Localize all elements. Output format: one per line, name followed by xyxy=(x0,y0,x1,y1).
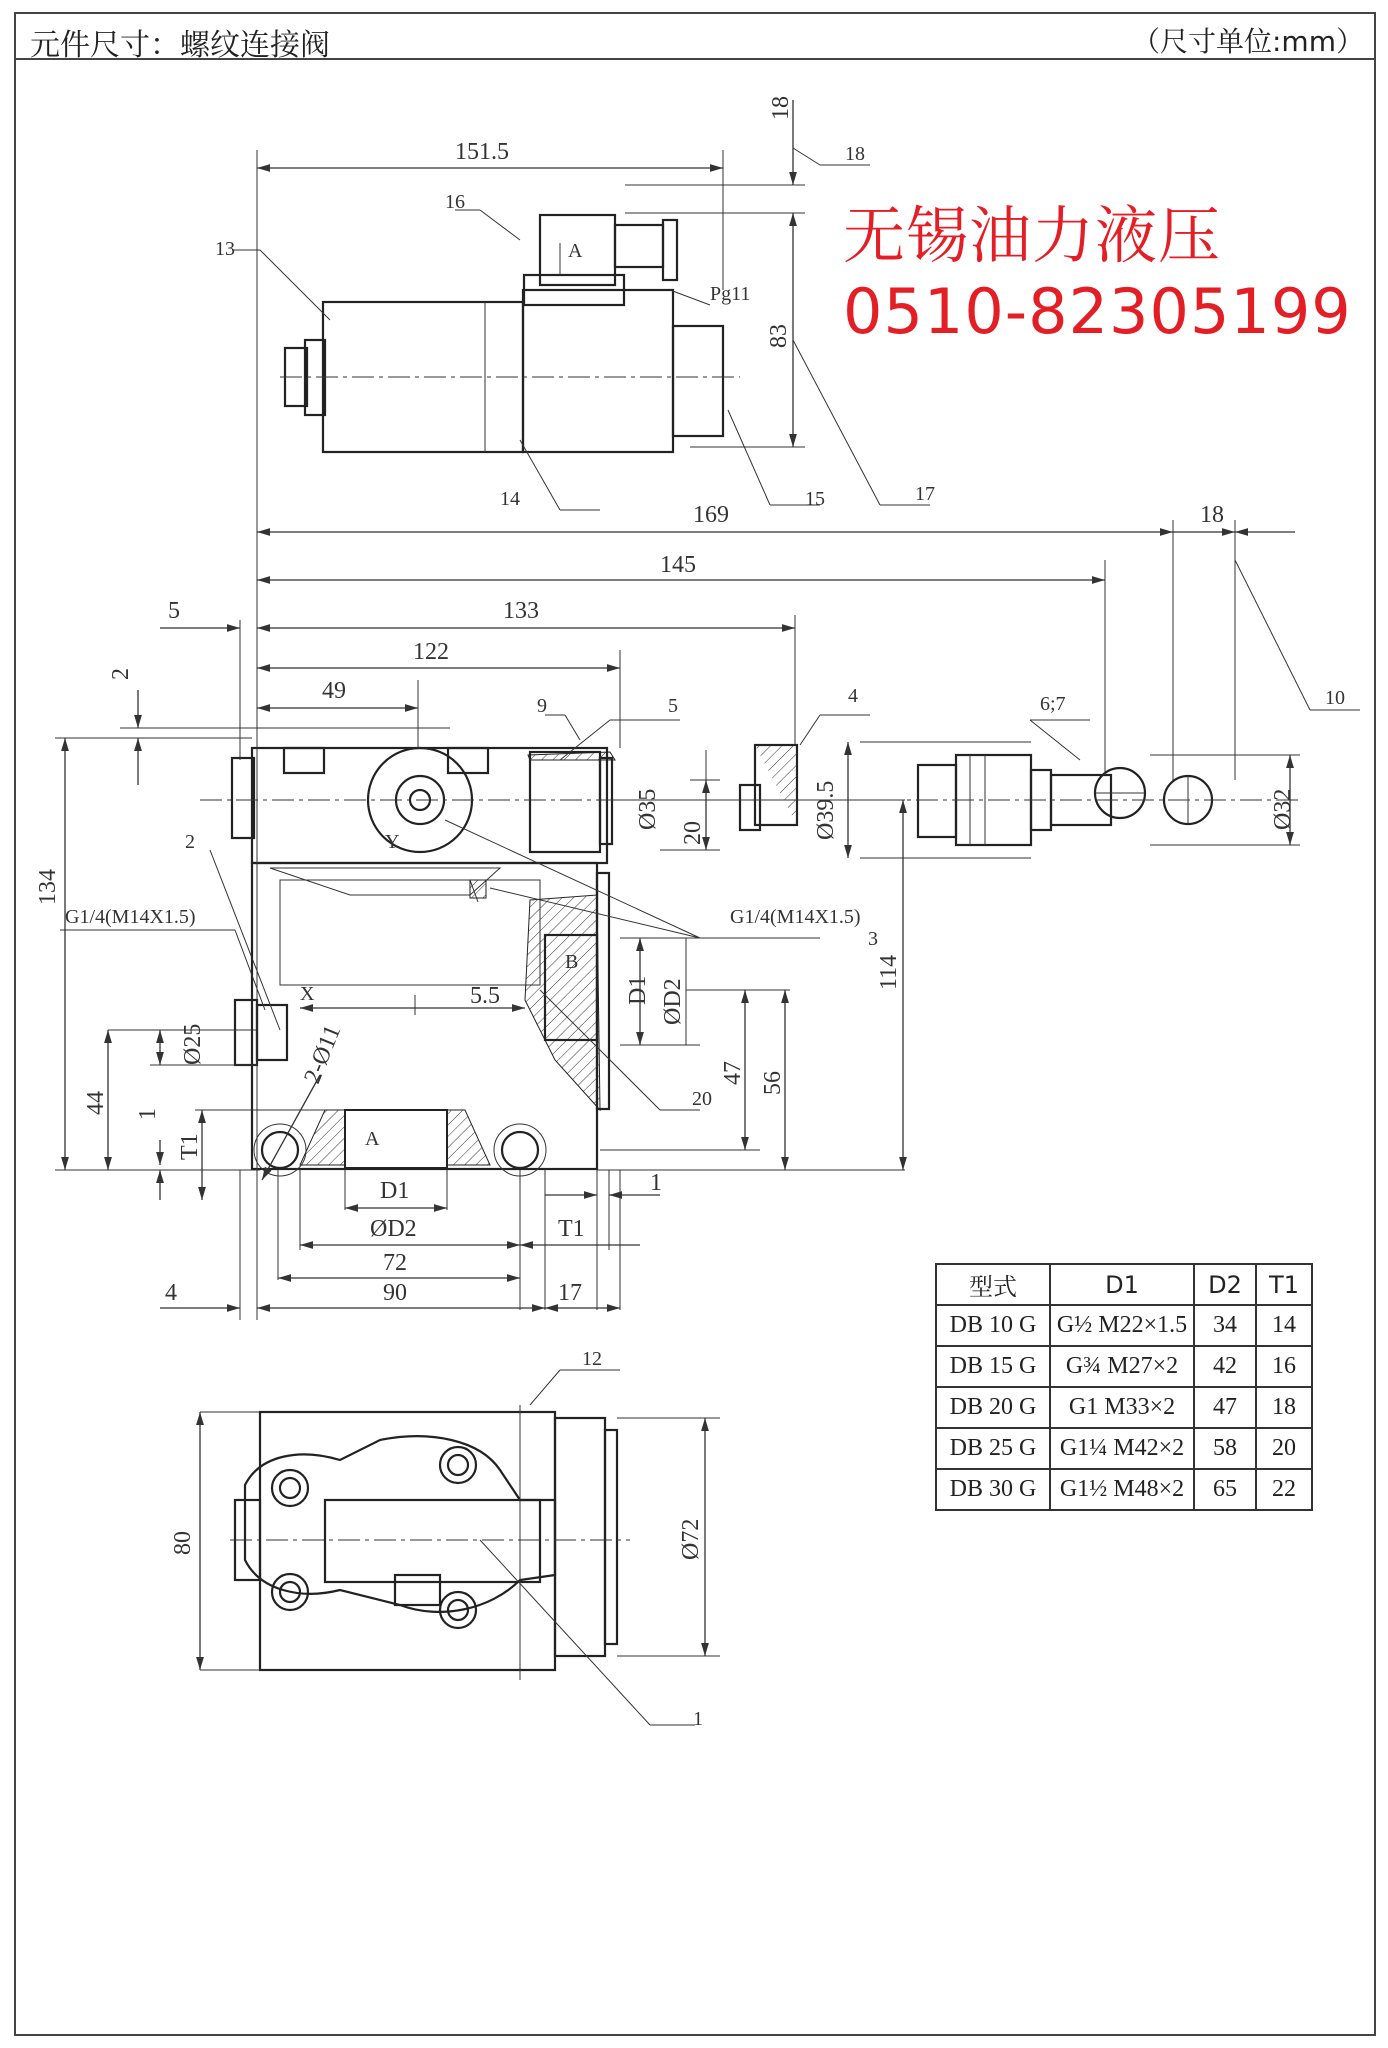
dim-134: 134 xyxy=(35,869,61,905)
part-2: 2 xyxy=(185,831,195,853)
part-16: 16 xyxy=(445,191,465,213)
dim-d2-horizontal: ØD2 xyxy=(370,1216,417,1242)
cell-d1: G½ M22×1.5 xyxy=(1050,1305,1194,1346)
dim-49: 49 xyxy=(322,678,346,704)
cell-t1: 14 xyxy=(1256,1305,1312,1346)
horizontal-dimensions-top xyxy=(160,520,1295,1320)
part-17: 17 xyxy=(915,483,935,505)
brand-watermark xyxy=(843,198,1352,350)
dim-44: 44 xyxy=(83,1091,109,1115)
col-header-t1: T1 xyxy=(1256,1264,1312,1305)
dim-18-top: 18 xyxy=(768,96,794,120)
port-a: A xyxy=(365,1128,380,1150)
cell-t1: 18 xyxy=(1256,1387,1312,1428)
table-row xyxy=(936,1387,1312,1428)
unit-note: （尺寸单位:mm） xyxy=(1132,25,1364,58)
dim-1-bottom: 1 xyxy=(650,1170,662,1196)
dim-d72: Ø72 xyxy=(678,1518,704,1560)
dim-145: 145 xyxy=(660,552,696,578)
dim-d32: Ø32 xyxy=(1270,788,1296,830)
dim-20: 20 xyxy=(680,821,706,845)
cell-d1: G¾ M27×2 xyxy=(1050,1346,1194,1387)
cell-model: DB 30 G xyxy=(936,1469,1050,1510)
dim-d35: Ø35 xyxy=(635,788,661,830)
valve-body-front xyxy=(232,748,615,1176)
cell-d2: 34 xyxy=(1194,1305,1256,1346)
dim-2: 2 xyxy=(108,668,134,680)
dim-d2-vertical: ØD2 xyxy=(660,978,686,1025)
part-1: 1 xyxy=(693,1708,703,1730)
cell-t1: 22 xyxy=(1256,1469,1312,1510)
part-3: 3 xyxy=(868,928,878,950)
col-header-d1: D1 xyxy=(1050,1264,1194,1305)
leader-lines xyxy=(60,210,1360,1180)
dim-17: 17 xyxy=(558,1280,582,1306)
dim-4: 4 xyxy=(165,1280,177,1306)
dim-90: 90 xyxy=(383,1280,407,1306)
part-4: 4 xyxy=(848,685,858,707)
brand-phone: 0510-82305199 xyxy=(843,275,1352,348)
cell-d2: 47 xyxy=(1194,1387,1256,1428)
dim-80: 80 xyxy=(170,1531,196,1555)
page-title: 元件尺寸：螺纹连接阀 xyxy=(30,28,330,63)
dim-169: 169 xyxy=(693,502,729,528)
dim-18-right: 18 xyxy=(1200,502,1224,528)
port-a-solenoid: A xyxy=(568,240,583,262)
cell-model: DB 15 G xyxy=(936,1346,1050,1387)
part-14: 14 xyxy=(500,488,520,510)
part-12: 12 xyxy=(582,1348,602,1370)
dim-2-d11: 2-Ø11 xyxy=(299,1021,347,1088)
part-20: 20 xyxy=(692,1088,712,1110)
dim-d1-horizontal: D1 xyxy=(380,1178,410,1204)
dim-1-left: 1 xyxy=(135,1108,161,1120)
dim-133: 133 xyxy=(503,598,539,624)
cell-t1: 16 xyxy=(1256,1346,1312,1387)
dim-5: 5 xyxy=(168,598,180,624)
part-9: 9 xyxy=(537,695,547,717)
cell-d2: 42 xyxy=(1194,1346,1256,1387)
dim-122: 122 xyxy=(413,639,449,665)
dim-d1-vertical: D1 xyxy=(625,975,651,1005)
table-row xyxy=(936,1428,1312,1469)
port-y: Y xyxy=(385,831,400,853)
dim-83: 83 xyxy=(766,324,792,348)
col-header-d2: D2 xyxy=(1194,1264,1256,1305)
brand-company: 无锡油力液压 xyxy=(843,199,1222,272)
part-5: 5 xyxy=(668,695,678,717)
horizontal-dimensions-bottom xyxy=(160,1170,660,1320)
part-6-7: 6;7 xyxy=(1040,693,1066,715)
cell-d1: G1 M33×2 xyxy=(1050,1387,1194,1428)
table-row xyxy=(936,1305,1312,1346)
dim-5-5: 5.5 xyxy=(470,983,500,1009)
vertical-dimensions-main xyxy=(55,690,1300,1200)
dim-t1-bottom: T1 xyxy=(558,1216,585,1242)
port-x: X xyxy=(300,983,315,1005)
dim-56: 56 xyxy=(760,1071,786,1095)
dim-d25: Ø25 xyxy=(180,1023,206,1065)
part-15: 15 xyxy=(805,488,825,510)
dim-d39-5: Ø39.5 xyxy=(813,780,839,840)
dim-72: 72 xyxy=(383,1250,407,1276)
part-10: 10 xyxy=(1325,687,1345,709)
cell-d1: G1½ M48×2 xyxy=(1050,1469,1194,1510)
cell-model: DB 25 G xyxy=(936,1428,1050,1469)
table-row xyxy=(936,1346,1312,1387)
part-13: 13 xyxy=(215,238,235,260)
cell-t1: 20 xyxy=(1256,1428,1312,1469)
solenoid-dimensions xyxy=(257,100,930,540)
cell-d2: 65 xyxy=(1194,1469,1256,1510)
table-row xyxy=(936,1469,1312,1510)
thread-label-left: G1/4(M14X1.5) xyxy=(65,906,196,928)
spec-table xyxy=(935,1263,1313,1511)
cell-d1: G1¼ M42×2 xyxy=(1050,1428,1194,1469)
dim-t1-left: T1 xyxy=(177,1133,203,1160)
exploded-parts xyxy=(200,745,1300,845)
dim-47: 47 xyxy=(720,1061,746,1085)
cell-model: DB 20 G xyxy=(936,1387,1050,1428)
solenoid-assembly xyxy=(280,215,740,452)
cell-model: DB 10 G xyxy=(936,1305,1050,1346)
spec-table-header-row xyxy=(936,1264,1312,1305)
port-b: B xyxy=(565,951,579,973)
col-header-model: 型式 xyxy=(936,1264,1050,1305)
cell-d2: 58 xyxy=(1194,1428,1256,1469)
dim-114: 114 xyxy=(876,954,902,990)
pg11-label: Pg11 xyxy=(710,283,751,305)
thread-label-right: G1/4(M14X1.5) xyxy=(730,906,861,928)
dim-151-5: 151.5 xyxy=(455,139,509,165)
dim-18-leader: 18 xyxy=(845,143,865,165)
valve-top-view xyxy=(200,1370,720,1725)
